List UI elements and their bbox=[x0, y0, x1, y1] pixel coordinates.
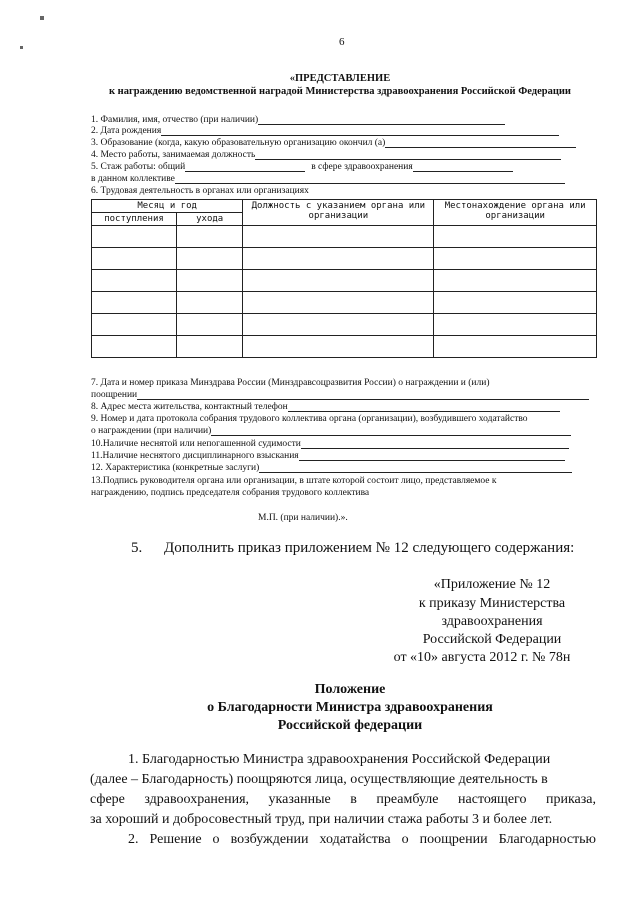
field-label: 12. Характеристика (конкретные заслуги) bbox=[91, 463, 260, 473]
section-5 bbox=[131, 540, 574, 557]
table-row bbox=[92, 314, 597, 336]
document-heading: Положение bbox=[314, 682, 386, 697]
scan-mark bbox=[40, 16, 44, 20]
form-subtitle: к награждению ведомственной наградой Министерства здравоохранения Российской Федерации bbox=[109, 86, 571, 97]
field-label: награждению, подпись председателя собрания трудового коллектива bbox=[91, 488, 370, 498]
field-characteristic bbox=[91, 463, 601, 473]
appendix-line: «Приложение № 12 bbox=[433, 577, 551, 592]
field-label: 3. Образование (когда, какую образовательную организацию окончил (а) bbox=[91, 138, 386, 148]
field-label: 5. Стаж работы: общий bbox=[91, 162, 186, 172]
field-signature-line bbox=[91, 476, 601, 486]
scan-mark bbox=[20, 46, 23, 49]
field-address bbox=[91, 402, 601, 412]
field-label: 7. Дата и номер приказа Минздрава России (Минздравсоцразвития России) о награждении и (или) bbox=[91, 378, 490, 388]
field-label: 11.Наличие неснятого дисциплинарного взыскания bbox=[91, 451, 299, 461]
paragraph-line: сфере здравоохранения, указанные в преамбуле настоящего приказа, bbox=[90, 792, 596, 807]
appendix-line: здравоохранения bbox=[441, 614, 543, 629]
field-label: 6. Трудовая деятельность в органах или организациях bbox=[91, 186, 309, 196]
field-signature bbox=[91, 488, 601, 498]
field-education bbox=[91, 138, 601, 148]
paragraph-line: (далее – Благодарность) поощряются лица, осуществляющие деятельность в bbox=[90, 772, 548, 787]
field-label: в сфере здравоохранения bbox=[311, 162, 413, 172]
table-row bbox=[92, 270, 597, 292]
header-start: поступления bbox=[92, 213, 177, 226]
section-number: 5. bbox=[131, 540, 143, 556]
table-row bbox=[92, 226, 597, 248]
paragraph-line: за хороший и добросовестный труд, при наличии стажа работы 3 и более лет. bbox=[90, 812, 553, 827]
header-end: ухода bbox=[177, 213, 243, 226]
field-label: в данном коллективе bbox=[91, 174, 175, 184]
field-workplace bbox=[91, 150, 591, 160]
page-number: 6 bbox=[339, 36, 345, 48]
paragraph-line: 1. Благодарностью Министра здравоохранения Российской Федерации bbox=[128, 752, 551, 767]
document-heading: Российской федерации bbox=[277, 718, 423, 733]
field-order bbox=[91, 390, 601, 400]
field-conviction bbox=[91, 439, 601, 449]
section-text: Дополнить приказ приложением № 12 следующего содержания: bbox=[164, 540, 575, 556]
field-order-line bbox=[91, 378, 601, 388]
field-full-name bbox=[91, 115, 591, 125]
field-label: 9. Номер и дата протокола собрания трудового коллектива органа (организации), возбудившего ходатайство bbox=[91, 414, 528, 424]
document-heading: о Благодарности Министра здравоохранения bbox=[207, 700, 493, 715]
header-position: Должность с указанием органа или организации bbox=[243, 200, 434, 226]
field-disciplinary bbox=[91, 451, 601, 461]
field-label: 1. Фамилия, имя, отчество (при наличии) bbox=[91, 115, 259, 125]
field-experience-collective bbox=[91, 174, 591, 184]
field-label: поощрении bbox=[91, 390, 138, 400]
appendix-line: от «10» августа 2012 г. № 78н bbox=[393, 650, 571, 665]
field-birth-date bbox=[91, 126, 591, 136]
form-title: «ПРЕДСТАВЛЕНИЕ bbox=[289, 73, 391, 84]
field-protocol-line bbox=[91, 414, 601, 424]
field-label: о награждении (при наличии) bbox=[91, 426, 212, 436]
field-label: 2. Дата рождения bbox=[91, 126, 162, 136]
appendix-line: к приказу Министерства bbox=[418, 596, 566, 611]
field-label: 13.Подпись руководителя органа или организации, в штате которой состоит лицо, представляемое к bbox=[91, 476, 497, 486]
table-row bbox=[92, 292, 597, 314]
header-month-year: Месяц и год bbox=[92, 200, 243, 213]
stamp-place bbox=[258, 513, 348, 523]
header-location: Местонахождение органа или организации bbox=[434, 200, 597, 226]
field-work-history bbox=[91, 186, 591, 196]
field-protocol bbox=[91, 426, 601, 436]
field-label: 8. Адрес места жительства, контактный телефон bbox=[91, 402, 288, 412]
field-experience bbox=[91, 162, 591, 172]
work-history-table bbox=[91, 199, 597, 358]
stamp-label: М.П. (при наличии).». bbox=[258, 513, 348, 523]
table-row bbox=[92, 336, 597, 358]
field-label: 10.Наличие неснятой или непогашенной судимости bbox=[91, 439, 301, 449]
appendix-line: Российской Федерации bbox=[422, 632, 562, 647]
table-row bbox=[92, 248, 597, 270]
paragraph-line: 2. Решение о возбуждении ходатайства о поощрении Благодарностью bbox=[128, 832, 596, 847]
field-label: 4. Место работы, занимаемая должность bbox=[91, 150, 256, 160]
